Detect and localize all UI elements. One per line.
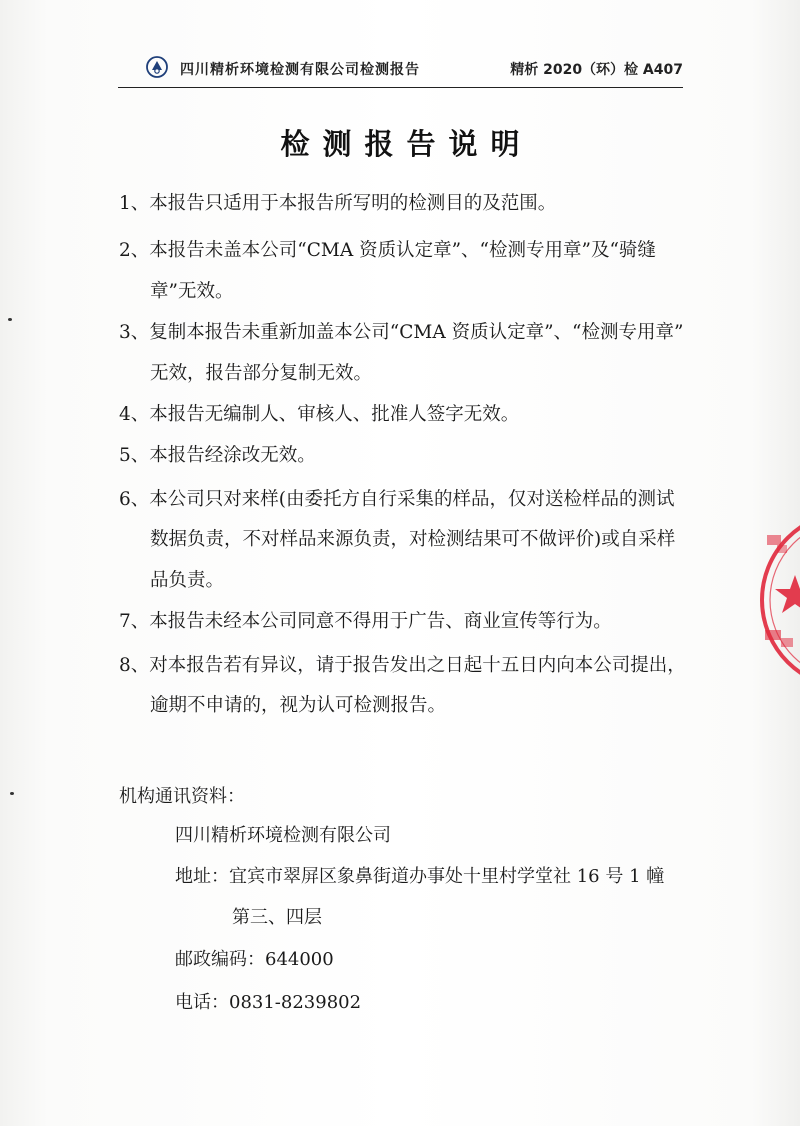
report-header — [118, 50, 683, 90]
note-line: 无效，报告部分复制无效。 — [150, 363, 373, 384]
note-line: 章”无效。 — [150, 281, 234, 302]
contact-heading: 机构通讯资料： — [119, 786, 245, 807]
contact-address: 地址：宜宾市翠屏区象鼻街道办事处十里村学堂社 16 号 1 幢 — [175, 866, 665, 887]
header-company-name: 四川精析环境检测有限公司检测报告 — [180, 62, 420, 78]
note-line: 5、本报告经涂改无效。 — [119, 445, 316, 466]
note-line: 3、复制本报告未重新加盖本公司“CMA 资质认定章”、“检测专用章” — [119, 322, 684, 343]
seal-stamp-icon — [755, 505, 800, 695]
note-line: 4、本报告无编制人、审核人、批准人签字无效。 — [119, 404, 520, 425]
company-logo-icon — [146, 56, 168, 78]
note-line: 逾期不申请的，视为认可检测报告。 — [150, 695, 447, 716]
note-line: 1、本报告只适用于本报告所写明的检测目的及范围。 — [119, 193, 557, 214]
scan-speck — [8, 318, 12, 321]
contact-address-continued: 第三、四层 — [232, 907, 322, 928]
note-line: 6、本公司只对来样(由委托方自行采集的样品，仅对送检样品的测试 — [119, 489, 675, 510]
header-divider — [118, 87, 683, 88]
contact-company-name: 四川精析环境检测有限公司 — [175, 825, 391, 846]
note-line: 数据负责，不对样品来源负责，对检测结果可不做评价)或自采样 — [150, 529, 676, 550]
note-line: 8、对本报告若有异议，请于报告发出之日起十五日内向本公司提出， — [119, 655, 686, 676]
contact-phone: 电话：0831-8239802 — [175, 992, 362, 1013]
note-line: 2、本报告未盖本公司“CMA 资质认定章”、“检测专用章”及“骑缝 — [119, 240, 656, 261]
note-line: 品负责。 — [150, 570, 225, 591]
scan-speck — [10, 792, 14, 795]
contact-postal-code: 邮政编码：644000 — [175, 949, 334, 970]
report-number: 精析 2020（环）检 A407 — [510, 62, 683, 78]
note-line: 7、本报告未经本公司同意不得用于广告、商业宣传等行为。 — [119, 611, 612, 632]
page-title: 检测报告说明 — [280, 127, 533, 161]
